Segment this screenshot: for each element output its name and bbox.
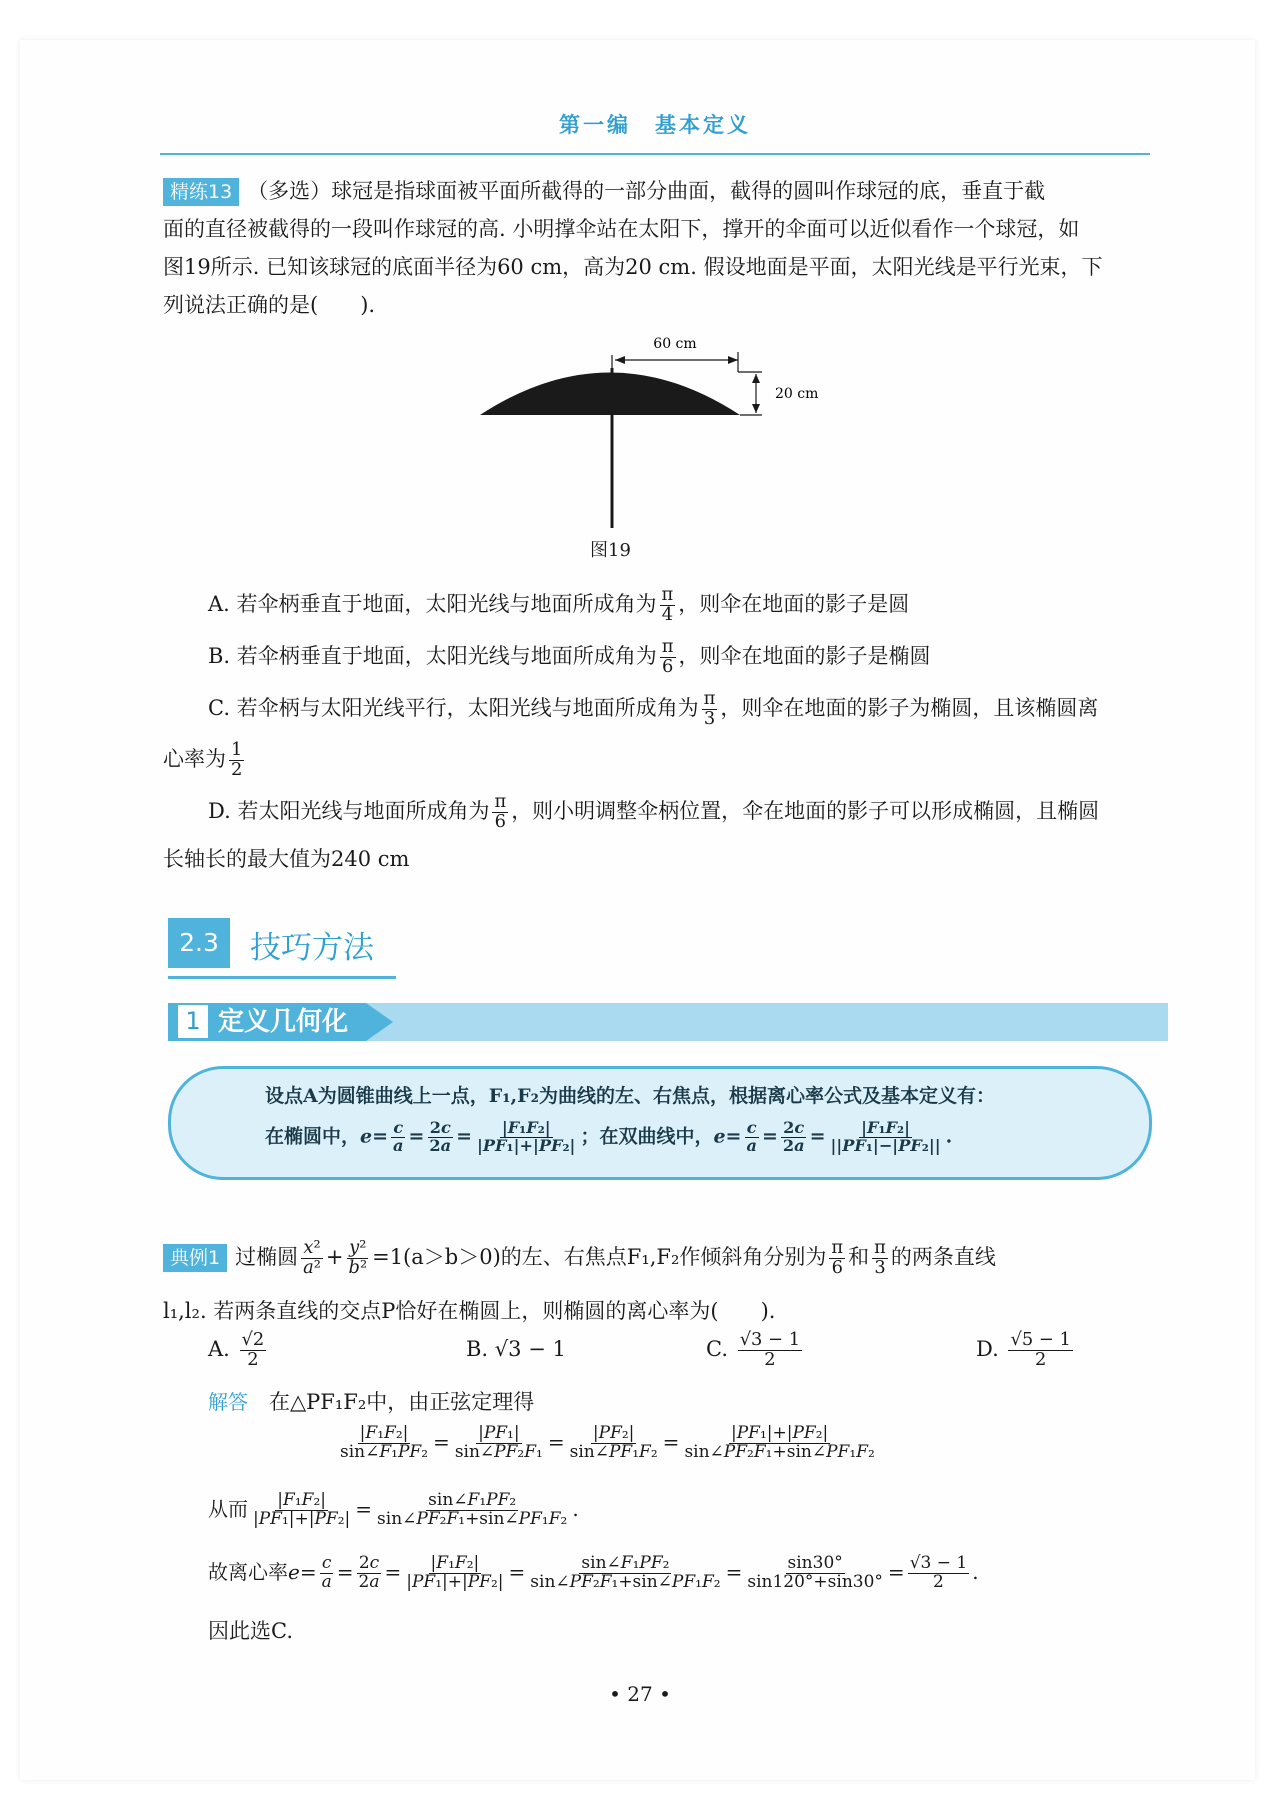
section-number: 2.3: [168, 918, 230, 968]
example-choices: A. $\frac{√2}{2}$ B. √3 − 1 C. $\frac{√3 - 1}{2}$ D. $\frac{√5 - 1}{2}$: [208, 1329, 1071, 1370]
subsection-title: 定义几何化: [218, 1007, 349, 1037]
section-heading: [168, 918, 398, 978]
sine-law-equation: $\frac{\text{|F₁F₂|}}{\text{sin∠F₁PF₂}}$ = $\frac{\text{|PF₁|}}{\text{sin∠PF₂F₁}}$ = $\frac{\text{|PF₂|}}{\text{sin∠PF₁F₂}}$ = $\frac{\text{|PF₁|+|PF₂|}}{\text{sin∠PF₂F₁+sin∠PF₁F₂}}$: [340, 1423, 875, 1462]
exercise-text-1: （多选）球冠是指球面被平面所截得的一部分曲面，截得的圆叫作球冠的底，垂直于截: [247, 179, 1046, 203]
option-a: A. 若伞柄垂直于地面，太阳光线与地面所成角为 $\frac{\pi}{4}$ ，则伞在地面的影子是圆: [208, 584, 910, 625]
option-b: B. 若伞柄垂直于地面，太阳光线与地面所成角为 $\frac{\pi}{6}$ ，则伞在地面的影子是椭圆: [208, 636, 931, 677]
umbrella-canopy: [480, 373, 740, 416]
page-number: • 27 •: [609, 1682, 671, 1706]
definition-line-2: 在椭圆中，e= $\frac{c}{a}$ = $\frac{2c}{2a}$ = $\frac{\text{|F₁F₂|}}{\text{|PF₁|+|PF₂|}}$ ；在双曲线中，e= $\frac{c}{a}$ = $\frac{2c}{2a}$ = $\frac{\text{|F₁F₂|}}{\text{||PF₁|−|PF₂||}}$ .: [265, 1118, 953, 1155]
exercise-line-1: [163, 172, 1153, 210]
option-d-line2: 长轴长的最大值为240 cm: [163, 847, 410, 871]
exercise-tag: 精练13: [163, 178, 239, 206]
section-underline: [168, 976, 396, 979]
subsection-number: 1: [178, 1005, 208, 1038]
umbrella-figure: [480, 330, 820, 530]
solution-conclusion: 因此选C.: [208, 1619, 293, 1643]
definition-line-1: 设点A为圆锥曲线上一点，F₁,F₂为曲线的左、右焦点，根据离心率公式及基本定义有：: [265, 1085, 995, 1107]
example-line-2: l₁,l₂. 若两条直线的交点P恰好在椭圆上，则椭圆的离心率为( ).: [163, 1299, 776, 1323]
example-line-1: 典例1 过椭圆 $\frac{\text{x²}}{\text{a²}}$ + $\frac{\text{y²}}{\text{b²}}$ =1(a＞b＞0)的左、右焦点F₁,F₂作倾斜角分别为 $\frac{\pi}{6}$ 和 $\frac{\pi}{3}$ 的两条直线: [163, 1238, 1153, 1278]
header-title: 第一编 基本定义: [559, 112, 751, 137]
width-label: 60 cm: [653, 336, 697, 352]
example-tag: 典例1: [163, 1244, 227, 1272]
exercise-line-2: 面的直径被截得的一段叫作球冠的高. 小明撑伞站在太阳下，撑开的伞面可以近似看作一个球冠，如: [163, 217, 1080, 241]
exercise-line-3: 图19所示. 已知该球冠的底面半径为60 cm，高为20 cm. 假设地面是平面，太阳光线是平行光束，下: [163, 255, 1103, 279]
solution-intro: 解答 在△PF₁F₂中，由正弦定理得: [208, 1390, 535, 1414]
exercise-line-4: 列说法正确的是( ).: [163, 293, 376, 317]
ratio-equation: 从而 $\frac{\text{|F₁F₂|}}{\text{|PF₁|+|PF₂|}}$ = $\frac{\text{sin∠F₁PF₂}}{\text{sin∠PF₂F₁+sin∠PF₁F₂}}$ .: [208, 1490, 579, 1529]
eccentricity-equation: 故离心率e= $\frac{c}{a}$ = $\frac{2c}{2a}$ = $\frac{\text{|F₁F₂|}}{\text{|PF₁|+|PF₂|}}$ = $\frac{\text{sin∠F₁PF₂}}{\text{sin∠PF₂F₁+sin∠PF₁F₂}}$ = $\frac{\sin 30^\circ}{\sin 120^\circ+\sin 30^\circ}$ = $\frac{√3 - 1}{2}$ .: [208, 1553, 979, 1592]
figure-caption: 图19: [590, 540, 631, 561]
option-d: D. 若太阳光线与地面所成角为 $\frac{\pi}{6}$ ，则小明调整伞柄位置，伞在地面的影子可以形成椭圆，且椭圆: [208, 791, 1100, 832]
height-label: 20 cm: [775, 386, 819, 402]
solution-label: 解答: [208, 1390, 248, 1414]
option-c-line2: 心率为 $\frac{1}{2}$: [163, 739, 243, 780]
section-title: 技巧方法: [250, 930, 374, 966]
option-c: C. 若伞柄与太阳光线平行，太阳光线与地面所成角为 $\frac{\pi}{3}$ ，则伞在地面的影子为椭圆，且该椭圆离: [208, 688, 1099, 729]
running-header: [160, 95, 1150, 155]
